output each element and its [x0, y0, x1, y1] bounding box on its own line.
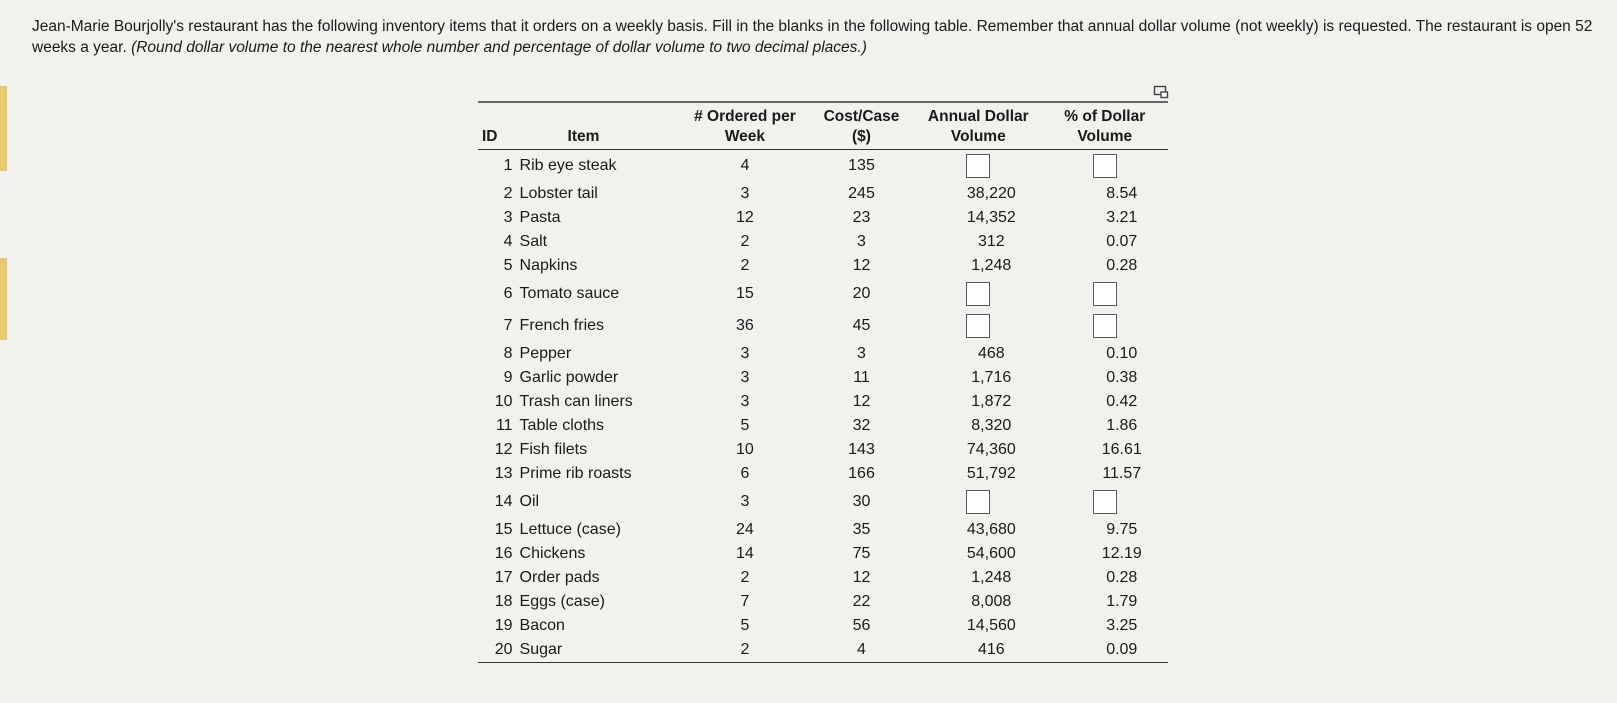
cell-item: Pepper: [519, 345, 572, 362]
table-row: [478, 542, 1168, 566]
table-row: [478, 486, 1168, 518]
table-row: [478, 150, 1168, 183]
cell-cost: 135: [848, 157, 875, 174]
header-pct: % of Dollar Volume: [1064, 108, 1146, 145]
cell-ordered: 6: [740, 465, 750, 482]
table-row: [478, 278, 1168, 310]
cell-volume: 74,360: [966, 441, 1016, 458]
cell-item: Lettuce (case): [519, 521, 621, 538]
cell-item: Trash can liners: [519, 393, 633, 410]
cell-cost: 11: [853, 369, 870, 386]
cell-id: 8: [503, 345, 513, 362]
cell-pct: 0.38: [1106, 369, 1138, 386]
cell-item: Oil: [519, 493, 540, 510]
cell-ordered: 4: [740, 157, 750, 174]
cell-ordered: 3: [740, 345, 750, 362]
cell-volume: 8,320: [971, 417, 1012, 434]
table-row: [478, 590, 1168, 614]
cell-cost: 3: [857, 233, 866, 250]
cell-id: 6: [503, 285, 513, 302]
cell-id: 14: [494, 493, 513, 510]
cell-item: Lobster tail: [519, 185, 598, 202]
cell-pct: [1042, 310, 1168, 342]
cell-volume: 1,716: [971, 369, 1012, 386]
inventory-table: [478, 101, 1168, 663]
cell-cost: 12: [852, 257, 871, 274]
cell-item: Garlic powder: [519, 369, 619, 386]
cell-cost: 166: [848, 465, 875, 482]
cell-id: 16: [494, 545, 513, 562]
cell-ordered: 2: [740, 257, 750, 274]
cell-volume: 54,600: [966, 545, 1016, 562]
header-cost: Cost/Case ($): [823, 108, 900, 145]
cell-volume: 1,872: [971, 393, 1012, 410]
cell-cost: 3: [857, 345, 866, 362]
prompt-text: Jean-Marie Bourjolly's restaurant has the following inventory items that it orders on a weekly basis. Fill in the blanks in the following table. Remember that annual dollar volume (not weekly) is requested. The restaurant is open 52 weeks a year.: [32, 18, 1593, 56]
cell-id: 5: [503, 257, 513, 274]
cell-id: 19: [494, 617, 513, 634]
cell-volume: [915, 278, 1041, 310]
cell-pct: 16.61: [1101, 441, 1142, 458]
cell-ordered: 3: [740, 185, 750, 202]
side-tab-marker-1: [0, 86, 7, 171]
cell-volume: 416: [977, 641, 1005, 658]
cell-volume: 1,248: [971, 569, 1012, 586]
cell-item: Table cloths: [519, 417, 605, 434]
cell-volume: 468: [977, 345, 1005, 362]
cell-cost: 45: [852, 317, 871, 334]
cell-item: Eggs (case): [519, 593, 605, 610]
cell-id: 4: [503, 233, 513, 250]
cell-volume: 312: [977, 233, 1005, 250]
cell-ordered: 36: [736, 317, 754, 334]
cell-ordered: 2: [740, 233, 750, 250]
table-row: [478, 254, 1168, 278]
cell-cost: 22: [852, 593, 871, 610]
cell-pct: [1042, 278, 1168, 310]
cell-id: 11: [495, 417, 513, 434]
cell-ordered: 14: [736, 545, 754, 562]
cell-item: Fish filets: [519, 441, 588, 458]
cell-pct: 0.42: [1106, 393, 1138, 410]
cell-pct: 9.75: [1106, 521, 1138, 538]
cell-item: Tomato sauce: [519, 285, 620, 302]
table-row: [478, 310, 1168, 342]
cell-cost: 56: [852, 617, 871, 634]
cell-id: 3: [503, 209, 513, 226]
table-row: [478, 518, 1168, 542]
cell-volume: [915, 150, 1041, 183]
cell-ordered: 5: [740, 417, 750, 434]
cell-ordered: 5: [740, 617, 750, 634]
cell-pct: 8.54: [1106, 185, 1138, 202]
cell-pct: 1.86: [1106, 417, 1138, 434]
cell-id: 9: [503, 369, 513, 386]
cell-ordered: 15: [736, 285, 754, 302]
table-row: [478, 566, 1168, 590]
pct-volume-input[interactable]: [1093, 490, 1117, 514]
cell-item: Order pads: [519, 569, 600, 586]
cell-pct: 3.25: [1106, 617, 1138, 634]
cell-id: 15: [494, 521, 513, 538]
header-ordered: # Ordered per Week: [694, 108, 796, 145]
table-row: [478, 614, 1168, 638]
table-row: [478, 390, 1168, 414]
expand-icon[interactable]: [1153, 84, 1169, 100]
table-row: [478, 366, 1168, 390]
cell-volume: 1,248: [971, 257, 1012, 274]
annual-volume-input[interactable]: [966, 282, 990, 306]
cell-cost: 12: [852, 569, 871, 586]
cell-item: Prime rib roasts: [519, 465, 632, 482]
header-id: ID: [482, 128, 498, 145]
table-row: [478, 230, 1168, 254]
cell-cost: 245: [848, 185, 875, 202]
cell-cost: 23: [852, 209, 871, 226]
table-row: [478, 206, 1168, 230]
cell-cost: 32: [852, 417, 871, 434]
cell-cost: 4: [857, 641, 866, 658]
cell-ordered: 10: [736, 441, 754, 458]
cell-ordered: 24: [736, 521, 754, 538]
cell-pct: [1042, 486, 1168, 518]
cell-item: Sugar: [519, 641, 563, 658]
table-row: [478, 414, 1168, 438]
header-item: Item: [567, 128, 600, 145]
prompt-instructions: (Round dollar volume to the nearest whole number and percentage of dollar volume to two decimal places.): [131, 39, 867, 56]
table-row: [478, 342, 1168, 366]
annual-volume-input[interactable]: [966, 314, 990, 338]
cell-volume: 14,352: [966, 209, 1016, 226]
cell-item: Bacon: [519, 617, 565, 634]
cell-item: Napkins: [519, 257, 578, 274]
cell-pct: 0.10: [1106, 345, 1138, 362]
cell-pct: [1042, 150, 1168, 183]
cell-cost: 75: [852, 545, 871, 562]
cell-cost: 35: [852, 521, 871, 538]
cell-id: 18: [494, 593, 513, 610]
cell-volume: [915, 310, 1041, 342]
cell-item: Rib eye steak: [519, 157, 617, 174]
pct-volume-input[interactable]: [1093, 314, 1117, 338]
cell-pct: 0.28: [1106, 569, 1138, 586]
table-row: [478, 638, 1168, 663]
cell-pct: 11.57: [1102, 465, 1142, 482]
cell-item: French fries: [519, 317, 605, 334]
cell-pct: 0.07: [1106, 233, 1138, 250]
side-tab-marker-2: [0, 258, 7, 340]
cell-pct: 0.09: [1106, 641, 1138, 658]
cell-ordered: 2: [740, 569, 750, 586]
cell-volume: 8,008: [971, 593, 1012, 610]
cell-volume: 51,792: [966, 465, 1016, 482]
cell-id: 13: [494, 465, 513, 482]
cell-id: 10: [494, 393, 513, 410]
table-row: [478, 462, 1168, 486]
header-volume: Annual Dollar Volume: [927, 108, 1029, 145]
cell-item: Pasta: [519, 209, 561, 226]
cell-ordered: 3: [740, 369, 750, 386]
annual-volume-input[interactable]: [966, 154, 990, 178]
cell-id: 17: [494, 569, 513, 586]
cell-volume: 14,560: [966, 617, 1016, 634]
pct-volume-input[interactable]: [1093, 154, 1117, 178]
cell-ordered: 12: [736, 209, 754, 226]
cell-pct: 0.28: [1106, 257, 1138, 274]
cell-id: 20: [494, 641, 513, 658]
cell-id: 2: [503, 185, 513, 202]
cell-id: 7: [503, 317, 513, 334]
cell-ordered: 3: [740, 393, 750, 410]
cell-cost: 143: [848, 441, 875, 458]
cell-cost: 12: [852, 393, 871, 410]
cell-volume: 38,220: [966, 185, 1016, 202]
cell-id: 12: [494, 441, 513, 458]
table-row: [478, 182, 1168, 206]
cell-item: Salt: [519, 233, 548, 250]
cell-ordered: 7: [740, 593, 750, 610]
pct-volume-input[interactable]: [1093, 282, 1117, 306]
cell-id: 1: [503, 157, 513, 174]
cell-ordered: 3: [740, 493, 750, 510]
table-body: [478, 150, 1168, 663]
question-prompt: [32, 16, 1602, 58]
cell-ordered: 2: [740, 641, 750, 658]
table-header-row: [478, 102, 1168, 150]
cell-cost: 30: [852, 493, 871, 510]
cell-volume: [915, 486, 1041, 518]
annual-volume-input[interactable]: [966, 490, 990, 514]
cell-volume: 43,680: [966, 521, 1016, 538]
cell-pct: 1.79: [1106, 593, 1138, 610]
cell-item: Chickens: [519, 545, 586, 562]
table-row: [478, 438, 1168, 462]
cell-pct: 12.19: [1101, 545, 1142, 562]
cell-cost: 20: [852, 285, 871, 302]
cell-pct: 3.21: [1106, 209, 1138, 226]
